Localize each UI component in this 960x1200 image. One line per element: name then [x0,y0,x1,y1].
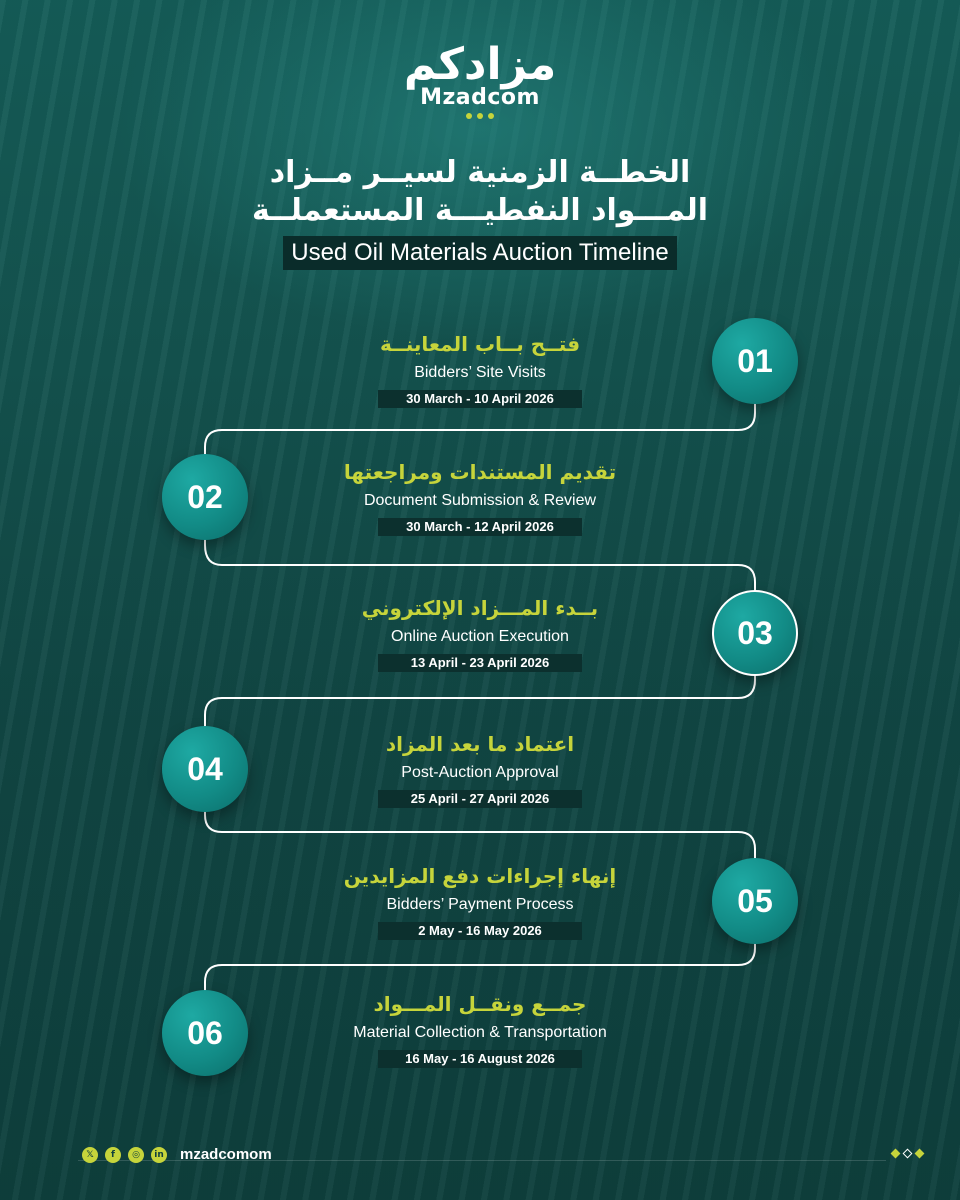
linkedin-icon[interactable]: in [151,1147,167,1163]
step-1 [280,330,680,408]
step-6-dates: 16 May - 16 August 2026 [378,1050,582,1068]
step-6-english-title: Material Collection & Transportation [353,1024,607,1041]
step-5-badge: 05 [712,858,798,944]
step-6-badge: 06 [162,990,248,1076]
step-6-arabic-title: جمــع ونقــل المـــواد [373,992,587,1016]
step-2-dates: 30 March - 12 April 2026 [378,518,582,536]
step-4-arabic-title: اعتماد ما بعد المزاد [385,732,575,756]
step-2-badge: 02 [162,454,248,540]
step-3-english-title: Online Auction Execution [391,628,569,645]
step-2-arabic-title: تقديم المستندات ومراجعتها [343,460,617,484]
step-5 [280,862,680,940]
step-3-arabic-title: بــدء المـــزاد الإلكتروني [361,596,599,620]
title-arabic-line2: المـــواد النفطيـــة المستعملــة [251,193,709,228]
social-handle[interactable]: mzadcomom [180,1146,272,1163]
step-4-dates: 25 April - 27 April 2026 [378,790,582,808]
logo-latin: Mzadcom [420,85,540,110]
step-2-english-title: Document Submission & Review [363,492,597,509]
step-4-badge: 04 [162,726,248,812]
step-1-badge: 01 [712,318,798,404]
step-3-badge: 03 [712,590,798,676]
decorative-diamonds [892,1150,923,1157]
step-4-english-title: Post-Auction Approval [401,764,559,781]
step-1-dates: 30 March - 10 April 2026 [378,390,582,408]
step-5-dates: 2 May - 16 May 2026 [378,922,582,940]
step-6 [280,990,680,1068]
step-5-english-title: Bidders’ Payment Process [386,896,574,913]
step-1-arabic-title: فتــح بــاب المعاينــة [379,332,581,356]
x-icon[interactable]: 𝕏 [82,1147,98,1163]
step-2 [280,458,680,536]
step-5-arabic-title: إنهاء إجراءات دفع المزايدين [343,864,617,888]
title-english: Used Oil Materials Auction Timeline [283,236,676,270]
step-3 [280,594,680,672]
instagram-icon[interactable]: ◎ [128,1147,144,1163]
step-1-english-title: Bidders’ Site Visits [414,364,546,381]
title-arabic-line1: الخطــة الزمنية لسيــر مــزاد [269,155,691,190]
social-icons [82,1147,167,1163]
step-3-dates: 13 April - 23 April 2026 [378,654,582,672]
logo-arabic: مزادكم [403,39,557,90]
step-4 [280,730,680,808]
facebook-icon[interactable]: f [105,1147,121,1163]
